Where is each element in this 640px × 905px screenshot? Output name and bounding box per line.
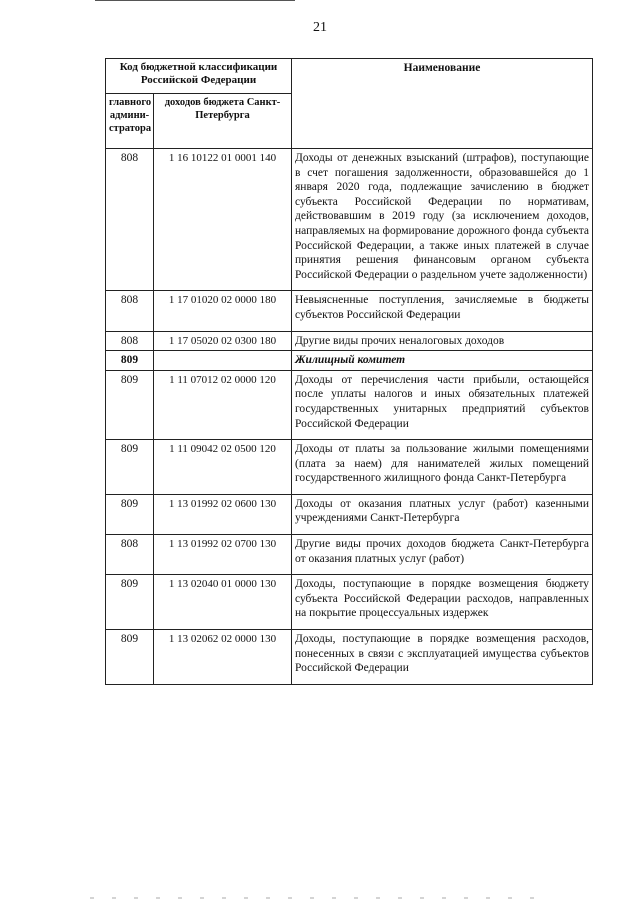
revenue-code: 1 13 02062 02 0000 130 [154, 630, 292, 685]
revenue-name [292, 575, 593, 630]
table-row [106, 370, 593, 439]
admin-code: 809 [106, 440, 154, 495]
table-row [106, 291, 593, 331]
admin-code: 809 [106, 630, 154, 685]
section-row [106, 351, 593, 371]
revenue-name-text: Доходы от платы за пользование жилыми помещениями (плата за наем) для нанимателей жилых помещений государственного жилищного фонда Санкт-Петербурга [295, 443, 589, 485]
admin-code: 809 [106, 370, 154, 439]
header-code-group: Код бюджетной классификации Российской Федерации [106, 59, 292, 94]
revenue-code: 1 17 01020 02 0000 180 [154, 291, 292, 331]
revenue-code [154, 351, 292, 371]
revenue-name [292, 291, 593, 331]
revenue-code: 1 13 01992 02 0600 130 [154, 494, 292, 534]
revenue-code: 1 11 07012 02 0000 120 [154, 370, 292, 439]
revenue-name-text: Другие виды прочих доходов бюджета Санкт-Петербурга от оказания платных услуг (работ) [295, 538, 589, 565]
revenue-code: 1 13 01992 02 0700 130 [154, 535, 292, 575]
admin-code: 809 [106, 494, 154, 534]
revenue-name [292, 630, 593, 685]
table-row [106, 149, 593, 291]
table-row [106, 494, 593, 534]
admin-code: 808 [106, 149, 154, 291]
admin-code: 808 [106, 535, 154, 575]
table-row [106, 331, 593, 351]
revenue-name [292, 440, 593, 495]
table-row [106, 440, 593, 495]
revenue-name [292, 494, 593, 534]
header-name: Наименование [292, 59, 593, 149]
revenue-code: 1 13 02040 01 0000 130 [154, 575, 292, 630]
admin-code: 809 [106, 351, 154, 371]
table-row [106, 535, 593, 575]
revenue-code: 1 17 05020 02 0300 180 [154, 331, 292, 351]
table-row [106, 630, 593, 685]
top-rule [95, 0, 295, 1]
revenue-name-text: Доходы, поступающие в порядке возмещения расходов, понесенных в связи с эксплуатацией имущества субъектов Российской Федерации [295, 633, 589, 675]
revenue-name [292, 149, 593, 291]
header-revenue: доходов бюджета Санкт-Петербурга [154, 94, 292, 149]
scan-artifact [90, 897, 550, 899]
admin-code: 808 [106, 291, 154, 331]
admin-code: 809 [106, 575, 154, 630]
header-admin: главного админи-стратора [106, 94, 154, 149]
revenue-name [292, 370, 593, 439]
header-row-top [106, 59, 593, 94]
budget-classification-table [105, 58, 593, 685]
table-row [106, 575, 593, 630]
revenue-name-text: Невыясненные поступления, зачисляемые в бюджеты субъектов Российской Федерации [295, 294, 589, 321]
revenue-name-text: Доходы, поступающие в порядке возмещения бюджету субъекта Российской Федерации расходов, направленных на покрытие процессуальных издержек [295, 578, 589, 620]
page-number: 21 [313, 20, 327, 35]
revenue-code: 1 16 10122 01 0001 140 [154, 149, 292, 291]
revenue-name-text: Доходы от оказания платных услуг (работ) казенными учреждениями Санкт-Петербурга [295, 497, 589, 525]
revenue-name-text: Доходы от перечисления части прибыли, остающейся после уплаты налогов и иных обязательных платежей государственных унитарных предприятий субъектов Российской Федерации [295, 373, 589, 430]
section-title: Жилищный комитет [292, 351, 593, 371]
admin-code: 808 [106, 331, 154, 351]
revenue-code: 1 11 09042 02 0500 120 [154, 440, 292, 495]
revenue-name-text: Доходы от денежных взысканий (штрафов), поступающие в счет погашения задолженности, образовавшейся до 1 января 2020 года, подлежащие зачислению в бюджет субъекта Российской Федерации по нормативам, действовавшим в 2019 году (за исключением доходов, направляемых на формирование дорожного фонда субъекта Российской Федерации, а также иных платежей в случае принятия решения финансовым органом субъекта Российской Федерации о раздельном учете задолженности) [295, 152, 589, 281]
revenue-name: Другие виды прочих неналоговых доходов [292, 331, 593, 351]
revenue-name [292, 535, 593, 575]
